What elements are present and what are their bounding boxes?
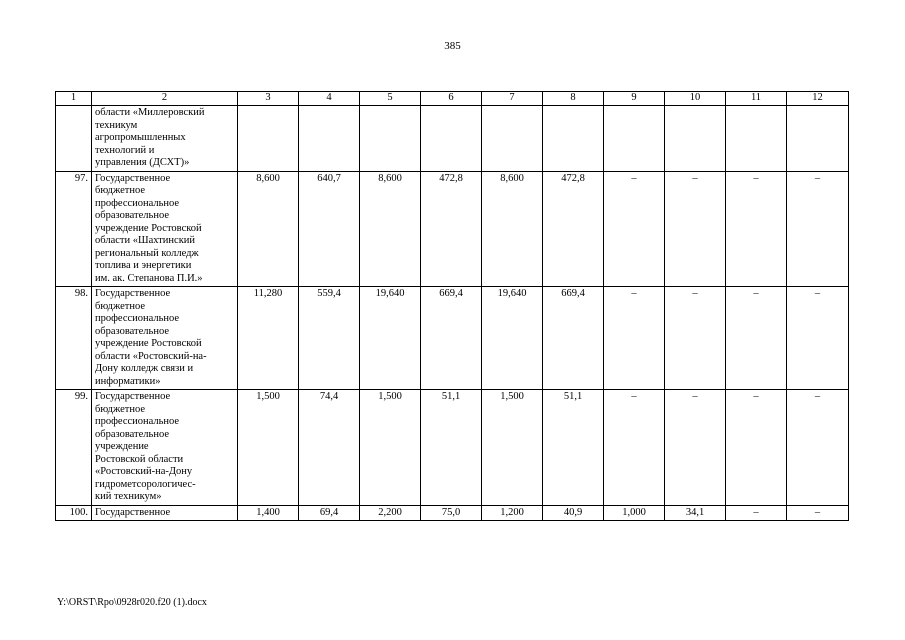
institution-name-line: бюджетное xyxy=(95,185,146,196)
value-cell-col-3: 1,400 xyxy=(238,505,299,521)
value-cell-col-12: – xyxy=(787,505,849,521)
table-row xyxy=(56,171,849,287)
table-row xyxy=(56,390,849,506)
institution-name-line: профессиональное xyxy=(95,197,180,209)
value-cell-col-6: 75,0 xyxy=(421,505,482,521)
institution-name-line: Государственное xyxy=(95,288,171,299)
value-cell-col-8 xyxy=(543,106,604,172)
institution-name-line: гидрометсорологичес- xyxy=(95,478,196,490)
table-row xyxy=(56,287,849,390)
page-number: 385 xyxy=(444,40,461,52)
institution-name-line: учреждение Ростовской xyxy=(95,338,202,349)
value-cell-col-3 xyxy=(238,106,299,172)
row-number: 98. xyxy=(56,287,92,390)
institution-name xyxy=(92,390,238,506)
institution-name xyxy=(92,171,238,287)
column-header-1: 1 xyxy=(56,92,92,106)
value-cell-col-10: – xyxy=(665,287,726,390)
institution-name xyxy=(92,106,238,172)
row-number: 99. xyxy=(56,390,92,506)
institution-name-line: Государственное xyxy=(95,391,171,402)
table-row xyxy=(56,106,849,172)
value-cell-col-5 xyxy=(360,106,421,172)
value-cell-col-5: 19,640 xyxy=(360,287,421,390)
value-cell-col-6: 472,8 xyxy=(421,171,482,287)
column-header-2: 2 xyxy=(92,92,238,106)
table-row xyxy=(56,505,849,521)
value-cell-col-9: – xyxy=(604,171,665,287)
value-cell-col-8: 669,4 xyxy=(543,287,604,390)
column-header-8: 8 xyxy=(543,92,604,106)
institution-name-line: «Ростовский-на-Дону xyxy=(95,466,193,477)
value-cell-col-8: 51,1 xyxy=(543,390,604,506)
column-header-6: 6 xyxy=(421,92,482,106)
value-cell-col-4: 559,4 xyxy=(299,287,360,390)
value-cell-col-5: 2,200 xyxy=(360,505,421,521)
column-header-11: 11 xyxy=(726,92,787,106)
value-cell-col-4: 640,7 xyxy=(299,171,360,287)
institution-name-line: бюджетное xyxy=(95,403,146,415)
header-row xyxy=(56,92,849,106)
value-cell-col-7 xyxy=(482,106,543,172)
value-cell-col-12 xyxy=(787,106,849,172)
row-number xyxy=(56,106,92,172)
value-cell-col-12: – xyxy=(787,390,849,506)
value-cell-col-8: 472,8 xyxy=(543,171,604,287)
institution-name-line: информатики» xyxy=(95,375,161,387)
institution-name xyxy=(92,505,238,521)
value-cell-col-10: 34,1 xyxy=(665,505,726,521)
column-header-5: 5 xyxy=(360,92,421,106)
value-cell-col-6: 669,4 xyxy=(421,287,482,390)
institution-name-line: области «Ростовский-на- xyxy=(95,350,207,362)
institution-name-line: им. ак. Степанова П.И.» xyxy=(95,272,203,284)
institution-name-line: кий техникум» xyxy=(95,491,162,502)
value-cell-col-12: – xyxy=(787,287,849,390)
value-cell-col-11: – xyxy=(726,505,787,521)
value-cell-col-6: 51,1 xyxy=(421,390,482,506)
value-cell-col-9: – xyxy=(604,287,665,390)
file-path-footer: Y:\ORST\Rpo\0928r020.f20 (1).docx xyxy=(57,597,207,608)
value-cell-col-7: 1,200 xyxy=(482,505,543,521)
value-cell-col-6 xyxy=(421,106,482,172)
column-header-12: 12 xyxy=(787,92,849,106)
value-cell-col-4: 74,4 xyxy=(299,390,360,506)
value-cell-col-4: 69,4 xyxy=(299,505,360,521)
column-header-9: 9 xyxy=(604,92,665,106)
value-cell-col-8: 40,9 xyxy=(543,505,604,521)
value-cell-col-3: 11,280 xyxy=(238,287,299,390)
institution-name xyxy=(92,287,238,390)
data-table xyxy=(55,91,849,521)
value-cell-col-5: 8,600 xyxy=(360,171,421,287)
value-cell-col-11 xyxy=(726,106,787,172)
institution-name-line: технологий и xyxy=(95,144,155,156)
institution-name-line: учреждение xyxy=(95,441,149,452)
column-header-4: 4 xyxy=(299,92,360,106)
value-cell-col-9: 1,000 xyxy=(604,505,665,521)
institution-name-line: управления (ДСХТ)» xyxy=(95,157,190,168)
institution-name-line: образовательное xyxy=(95,325,169,337)
institution-name-line: Дону колледж связи и xyxy=(95,363,194,374)
value-cell-col-3: 8,600 xyxy=(238,171,299,287)
institution-name-line: Государственное xyxy=(95,172,171,184)
column-header-3: 3 xyxy=(238,92,299,106)
institution-name-line: Государственное xyxy=(95,506,171,518)
value-cell-col-5: 1,500 xyxy=(360,390,421,506)
value-cell-col-7: 19,640 xyxy=(482,287,543,390)
value-cell-col-11: – xyxy=(726,171,787,287)
institution-name-line: бюджетное xyxy=(95,300,146,312)
value-cell-col-11: – xyxy=(726,390,787,506)
institution-name-line: профессиональное xyxy=(95,313,180,324)
row-number: 97. xyxy=(56,171,92,287)
value-cell-col-3: 1,500 xyxy=(238,390,299,506)
value-cell-col-4 xyxy=(299,106,360,172)
value-cell-col-10: – xyxy=(665,171,726,287)
value-cell-col-11: – xyxy=(726,287,787,390)
value-cell-col-9 xyxy=(604,106,665,172)
institution-name-line: области «Шахтинский xyxy=(95,235,196,246)
institution-name-line: области «Миллеровский xyxy=(95,107,205,118)
value-cell-col-10 xyxy=(665,106,726,172)
column-header-10: 10 xyxy=(665,92,726,106)
institution-name-line: учреждение Ростовской xyxy=(95,222,202,234)
institution-name-line: Ростовской области xyxy=(95,453,184,465)
column-header-7: 7 xyxy=(482,92,543,106)
value-cell-col-12: – xyxy=(787,171,849,287)
value-cell-col-7: 1,500 xyxy=(482,390,543,506)
table-body xyxy=(56,106,849,521)
institution-name-line: профессиональное xyxy=(95,416,180,427)
value-cell-col-7: 8,600 xyxy=(482,171,543,287)
institution-name-line: образовательное xyxy=(95,428,169,440)
value-cell-col-10: – xyxy=(665,390,726,506)
institution-name-line: топлива и энергетики xyxy=(95,260,192,271)
institution-name-line: региональный колледж xyxy=(95,247,199,259)
value-cell-col-9: – xyxy=(604,390,665,506)
institution-name-line: образовательное xyxy=(95,210,169,221)
institution-name-line: агропромышленных xyxy=(95,132,186,143)
row-number: 100. xyxy=(56,505,92,521)
institution-name-line: техникум xyxy=(95,119,138,131)
